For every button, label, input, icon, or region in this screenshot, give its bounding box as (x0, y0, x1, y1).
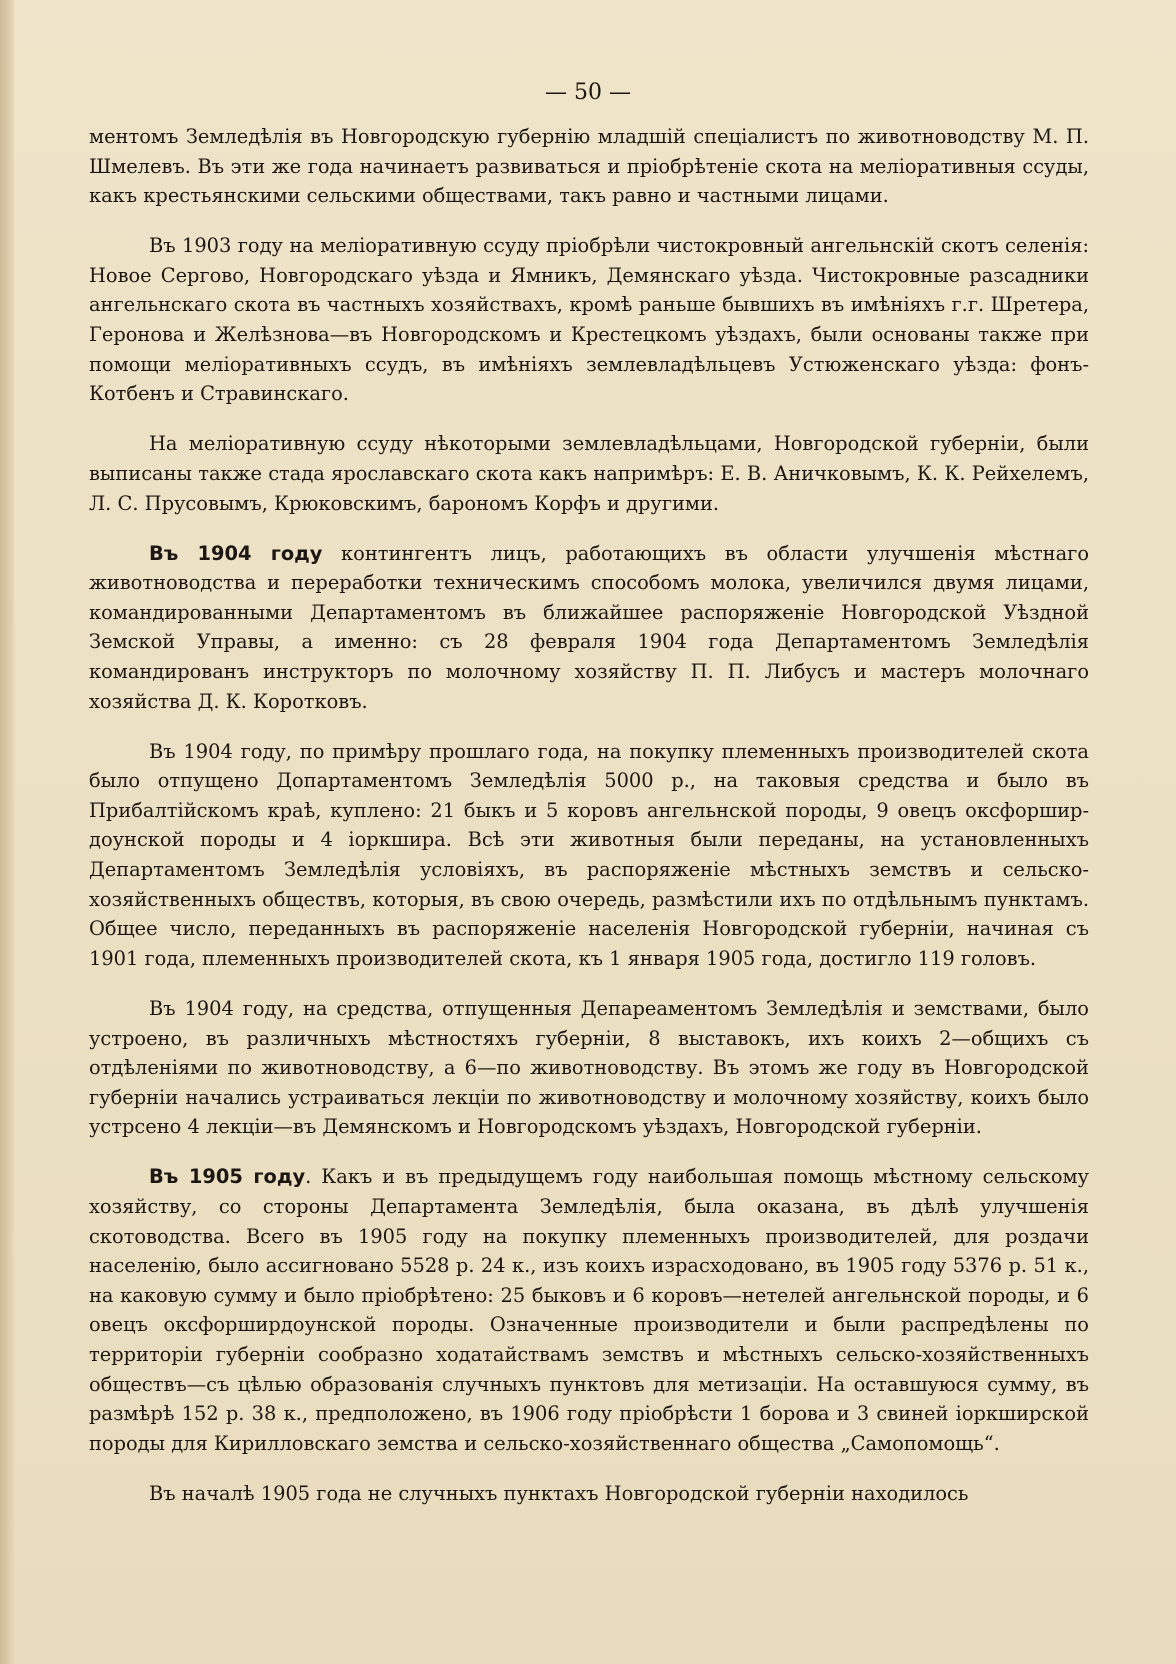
paragraph-2 (89, 231, 1089, 409)
paragraph-text: Въ 1903 году на меліоративную ссуду пріобрѣли чистокровный ангельнскій скотъ селенія: Новое Сергово, Новгородскаго уѣзда и Ямникъ, Демянскаго уѣзда. Чистокровные разсадники ангельнскаго скота въ частныхъ хозяйствахъ, кромѣ раньше бывшихъ въ имѣніяхъ г.г. Шретера, Геронова и Желѣзнова—въ Новгородскомъ и Крестецкомъ уѣздахъ, были основаны также при помощи меліоративныхъ ссудъ, въ имѣніяхъ землевладѣльцевъ Устюженскаго уѣзда: фонъ-Котбенъ и Стравинскаго. (89, 234, 1089, 406)
paragraph-8 (89, 1479, 1089, 1509)
paragraph-text: На меліоративную ссуду нѣкоторыми землевладѣльцами, Новгородской губерніи, были выписаны также стада ярославскаго скота какъ напримѣръ: Е. В. Аничковымъ, К. К. Рейхелемъ, Л. С. Прусовымъ, Крюковскимъ, барономъ Корфъ и другими. (89, 432, 1089, 515)
paragraph-3 (89, 429, 1089, 518)
paragraph-1 (89, 122, 1089, 211)
paragraph-text: . Какъ и въ предыдущемъ году наибольшая помощь мѣстному сельскому хозяйству, со стороны Департамента Земледѣлія, была оказана, въ дѣлѣ улучшенія скотоводства. Всего въ 1905 году на покупку племенныхъ производителей, для роздачи населенію, было ассигновано 5528 р. 24 к., изъ коихъ израсходовано, въ 1905 году 5376 р. 51 к., на каковую сумму и было пріобрѣтено: 25 быковъ и 6 коровъ—нетелей ангельнской породы, и 6 овецъ оксфорширдоунской породы. Означенные производители и были распредѣлены по территоріи губерніи сообразно ходатайствамъ земствъ и мѣстныхъ сельско-хозяйственныхъ обществъ—съ цѣлью образованія случныхъ пунктовъ для метизаціи. На оставшуюся сумму, въ размѣрѣ 152 р. 38 к., предположено, въ 1906 году пріобрѣсти 1 борова и 3 свиней іоркширской породы для Кирилловскаго земства и сельско-хозяйственнаго общества „Самопомощь“. (89, 1165, 1089, 1455)
paragraph-lead-heading: Въ 1905 году (149, 1165, 306, 1189)
paragraph-5 (89, 737, 1089, 974)
paragraph-6 (89, 994, 1089, 1142)
paragraph-7 (89, 1162, 1089, 1458)
paragraph-lead-heading: Въ 1904 году (149, 541, 323, 565)
body-text (89, 122, 1089, 1529)
paragraph-text: Въ 1904 году, по примѣру прошлаго года, на покупку племенныхъ производителей скота было отпущено Допартаментомъ Земледѣлія 5000 р., на таковыя средства и было въ Прибалтійскомъ краѣ, куплено: 21 быкъ и 5 коровъ ангельнской породы, 9 овецъ оксфорширдоунской породы и 4 іоркшира. Всѣ эти животныя были переданы, на установленныхъ Департаментомъ Земледѣлія условіяхъ, въ распоряженіе мѣстныхъ земствъ и сельско-хозяйственныхъ обществъ, которыя, въ свою очередь, размѣстили ихъ по отдѣльнымъ пунктамъ. Общее число, переданныхъ въ распоряженіе населенія Новгородской губерніи, начиная съ 1901 года, племенныхъ производителей скота, къ 1 января 1905 года, достигло 119 головъ. (89, 739, 1089, 970)
paragraph-text: Въ 1904 году, на средства, отпущенныя Депареаментомъ Земледѣлія и земствами, было устроено, въ различныхъ мѣстностяхъ губерніи, 8 выставокъ, ихъ коихъ 2—общихъ съ отдѣленіями по животноводству, а 6—по животноводству. Въ этомъ же году въ Новгородской губерніи начались устраиваться лекціи по животноводству и молочному хозяйству, коихъ было устрсено 4 лекціи—въ Демянскомъ и Новгородскомъ уѣздахъ, Новгородской губерніи. (89, 996, 1089, 1139)
paragraph-text: Въ началѣ 1905 года не случныхъ пунктахъ Новгородской губерніи находилось (149, 1481, 969, 1505)
paragraph-text: контингентъ лицъ, работающихъ въ области улучшенія мѣстнаго животноводства и переработки техническимъ способомъ молока, увеличился двумя лицами, командированными Департаментомъ въ ближайшее распоряженіе Новгородской Уѣздной Земской Управы, а именно: съ 28 февраля 1904 года Департаментомъ Земледѣлія командированъ инструкторъ по молочному хозяйству П. П. Либусъ и мастеръ молочнаго хозяйства Д. К. Коротковъ. (89, 541, 1089, 713)
paragraph-text: ментомъ Земледѣлія въ Новгородскую губернію младшій спеціалистъ по животноводству М. П. Шмелевъ. Въ эти же года начинаетъ развиваться и пріобрѣтеніе скота на меліоративныя ссуды, какъ крестьянскими сельскими обществами, такъ равно и частными лицами. (89, 125, 1089, 208)
page-edge (0, 0, 14, 1664)
paragraph-4 (89, 539, 1089, 717)
page-number: — 50 — (545, 80, 631, 105)
